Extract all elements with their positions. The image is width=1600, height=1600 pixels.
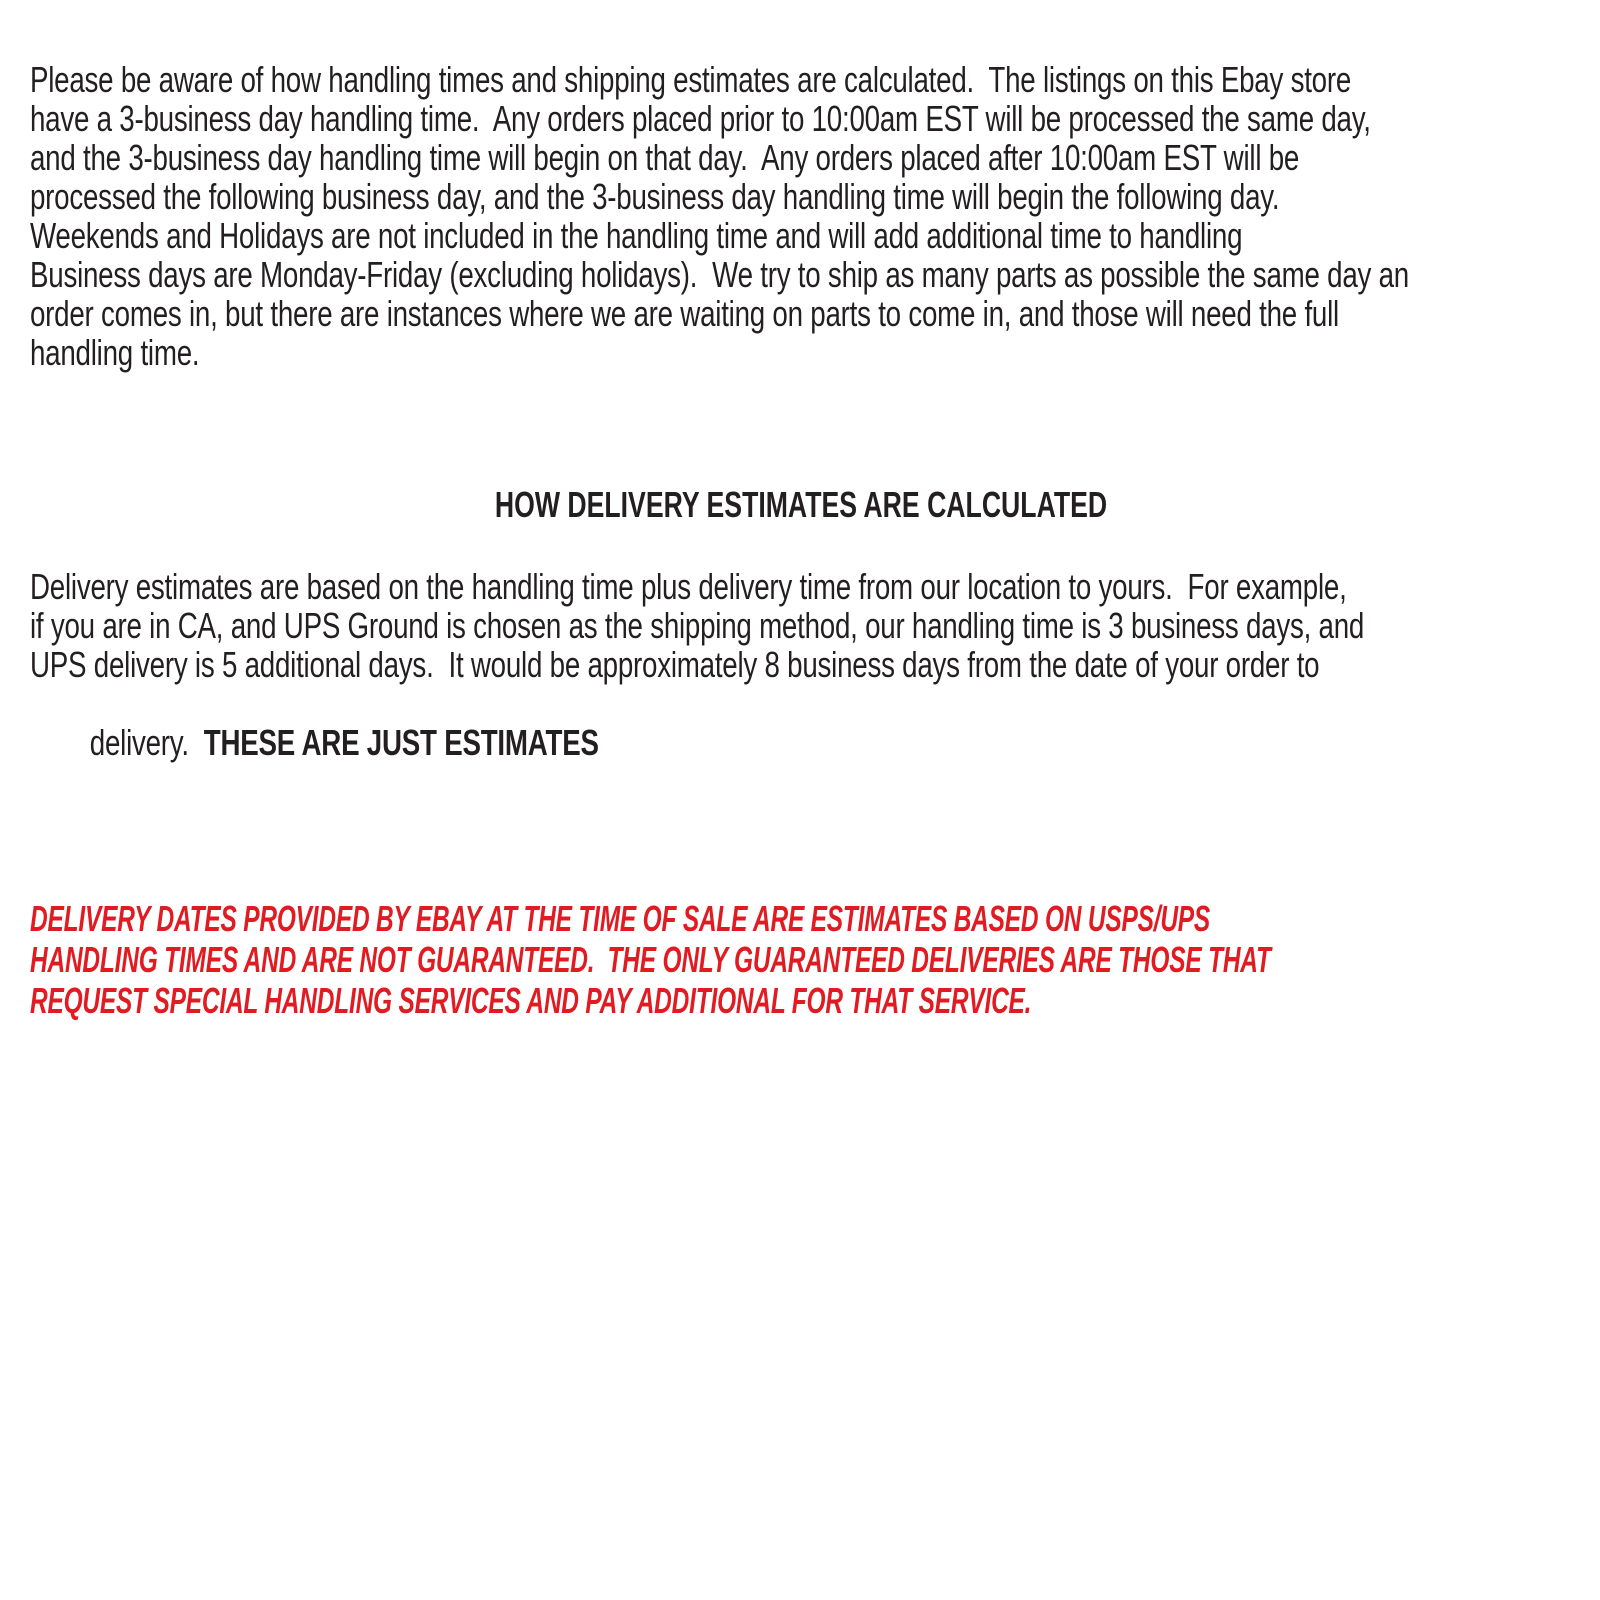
delivery-estimates-paragraph xyxy=(30,567,1572,801)
paragraph-line: have a 3-business day handling time. Any orders placed prior to 10:00am EST will be processed the same day, xyxy=(30,98,1371,139)
guarantee-disclaimer-paragraph xyxy=(30,898,1572,1021)
paragraph-text: delivery. xyxy=(89,722,204,763)
paragraph-line: Please be aware of how handling times and shipping estimates are calculated. The listings on this Ebay store xyxy=(30,59,1352,100)
paragraph-line: order comes in, but there are instances where we are waiting on parts to come in, and those will need the full xyxy=(30,293,1339,334)
disclaimer-line: DELIVERY DATES PROVIDED BY EBAY AT THE TIME OF SALE ARE ESTIMATES BASED ON USPS/UPS xyxy=(30,898,1211,939)
section-heading: HOW DELIVERY ESTIMATES ARE CALCULATED xyxy=(494,484,1108,525)
paragraph-line: and the 3-business day handling time will begin on that day. Any orders placed after 10:00am EST will be xyxy=(30,137,1300,178)
paragraph-line: UPS delivery is 5 additional days. It would be approximately 8 business days from the date of your order to xyxy=(30,644,1320,685)
paragraph-line: Delivery estimates are based on the handling time plus delivery time from our location to yours. For example, xyxy=(30,566,1347,607)
paragraph-line xyxy=(30,684,1217,801)
paragraph-line: Business days are Monday-Friday (excluding holidays). We try to ship as many parts as possible the same day an xyxy=(30,254,1409,295)
handling-time-paragraph xyxy=(30,60,1572,372)
paragraph-line: if you are in CA, and UPS Ground is chosen as the shipping method, our handling time is 3 business days, and xyxy=(30,605,1365,646)
paragraph-line: processed the following business day, and the 3-business day handling time will begin the following day. xyxy=(30,176,1280,217)
estimates-emphasis-text: THESE ARE JUST ESTIMATES xyxy=(203,722,599,763)
disclaimer-line: REQUEST SPECIAL HANDLING SERVICES AND PAY ADDITIONAL FOR THAT SERVICE. xyxy=(30,980,1032,1021)
paragraph-line: handling time. xyxy=(30,332,200,373)
paragraph-line: Weekends and Holidays are not included in the handling time and will add additional time to handling xyxy=(30,215,1243,256)
disclaimer-line: HANDLING TIMES AND ARE NOT GUARANTEED. THE ONLY GUARANTEED DELIVERIES ARE THOSE THAT xyxy=(30,939,1271,980)
